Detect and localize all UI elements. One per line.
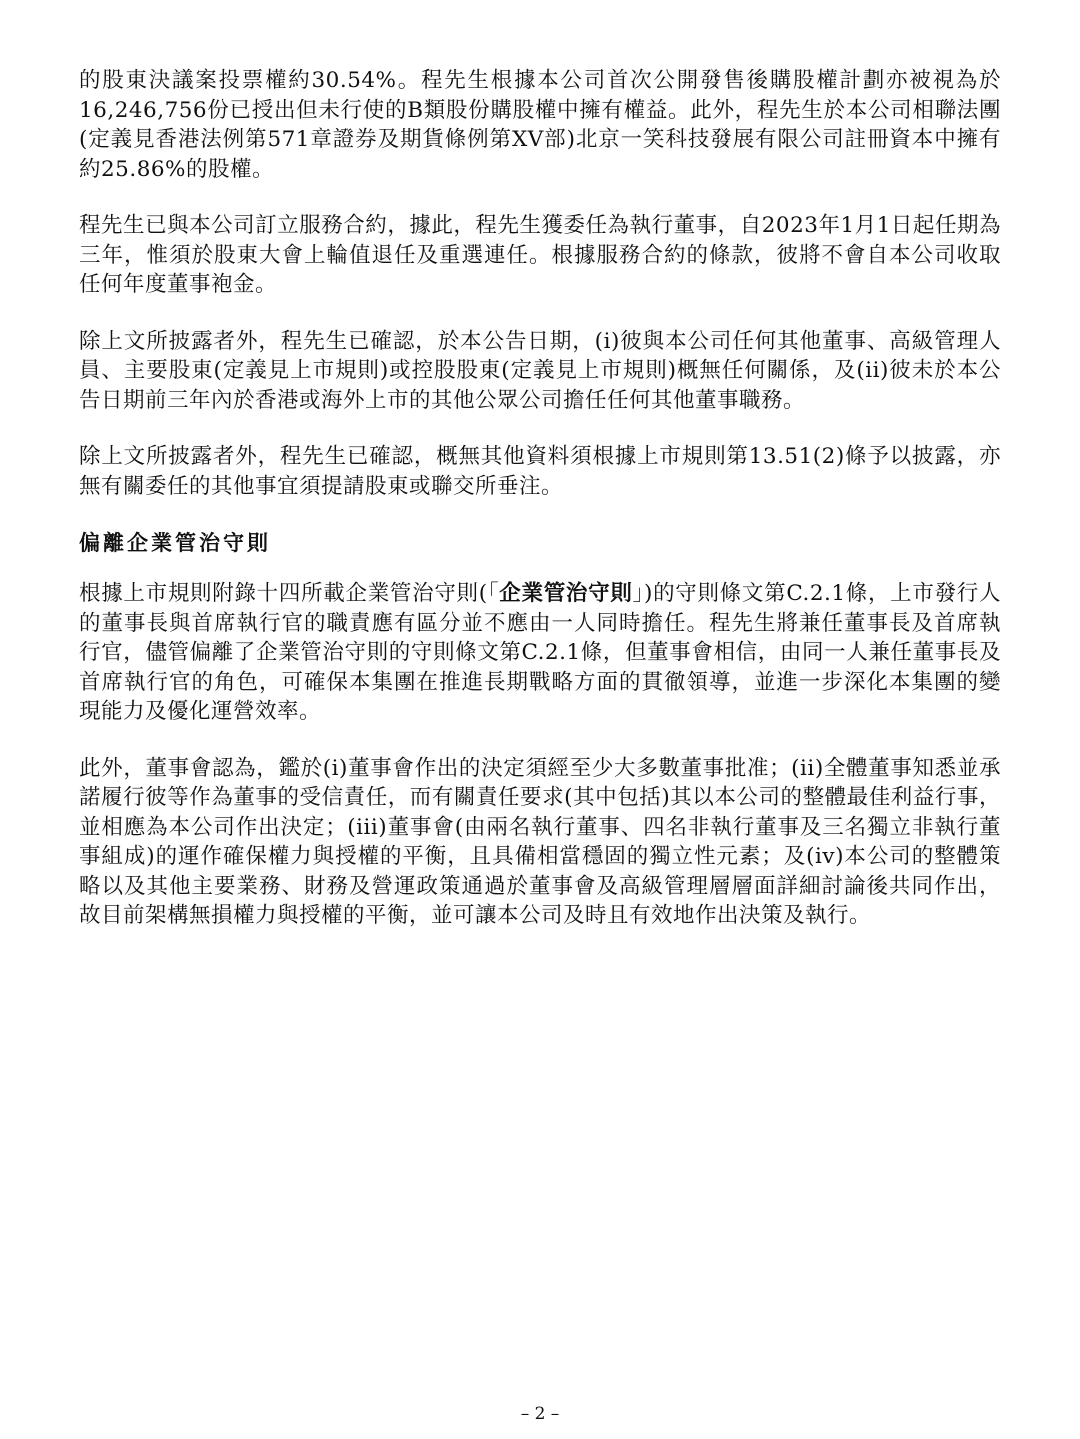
paragraph-relationships: 除上文所披露者外，程先生已確認，於本公告日期，(i)彼與本公司任何其他董事、高級管理人員、主要股東(定義見上市規則)或控股股東(定義見上市規則)概無任何關係，及(ii)彼未於本公告日期前三年內於香港或海外上市的其他公眾公司擔任任何其他董事職務。 <box>79 328 1001 413</box>
paragraph-disclosure: 除上文所披露者外，程先生已確認，概無其他資料須根據上市規則第13.51(2)條予以披露，亦無有關委任的其他事宜須提請股東或聯交所垂注。 <box>79 444 1001 499</box>
cg-code-text-after: 」)的守則條文第C.2.1條，上市發行人的董事長與首席執行官的職責應有區分並不應由一人同時擔任。程先生將兼任董事長及首席執行官，儘管偏離了企業管治守則的守則條文第C.2.1條，但董事會相信，由同一人兼任董事長及首席執行官的角色，可確保本集團在推進長期戰略方面的貫徹領導，並進一步深化本集團的變現能力及優化運營效率。 <box>79 581 1001 724</box>
cg-code-term: 企業管治守則 <box>499 581 633 606</box>
paragraph-cg-code <box>79 579 1001 727</box>
paragraph-shareholding: 的股東決議案投票權約30.54%。程先生根據本公司首次公開發售後購股權計劃亦被視為於16,246,756份已授出但未行使的B類股份購股權中擁有權益。此外，程先生於本公司相聯法團(定義見香港法例第571章證券及期貨條例第XV部)北京一笑科技發展有限公司註冊資本中擁有約25.86%的股權。 <box>79 68 1001 182</box>
paragraph-board-view: 此外，董事會認為，鑑於(i)董事會作出的決定須經至少大多數董事批准；(ii)全體董事知悉並承諾履行彼等作為董事的受信責任，而有關責任要求(其中包括)其以本公司的整體最佳利益行事，並相應為本公司作出決定；(iii)董事會(由兩名執行董事、四名非執行董事及三名獨立非執行董事組成)的運作確保權力與授權的平衡，且具備相當穩固的獨立性元素；及(iv)本公司的整體策略以及其他主要業務、財務及營運政策通過於董事會及高級管理層層面詳細討論後共同作出，故目前架構無損權力與授權的平衡，並可讓本公司及時且有效地作出決策及執行。 <box>79 755 1001 928</box>
paragraph-service-contract: 程先生已與本公司訂立服務合約，據此，程先生獲委任為執行董事，自2023年1月1日起任期為三年，惟須於股東大會上輪值退任及重選連任。根據服務合約的條款，彼將不會自本公司收取任何年度董事袍金。 <box>79 213 1001 297</box>
section-heading: 偏離企業管治守則 <box>79 531 271 555</box>
document-page <box>79 66 1001 958</box>
page-number: – 2 – <box>520 1404 560 1424</box>
cg-code-text-before: 根據上市規則附錄十四所載企業管治守則(「 <box>79 581 500 606</box>
